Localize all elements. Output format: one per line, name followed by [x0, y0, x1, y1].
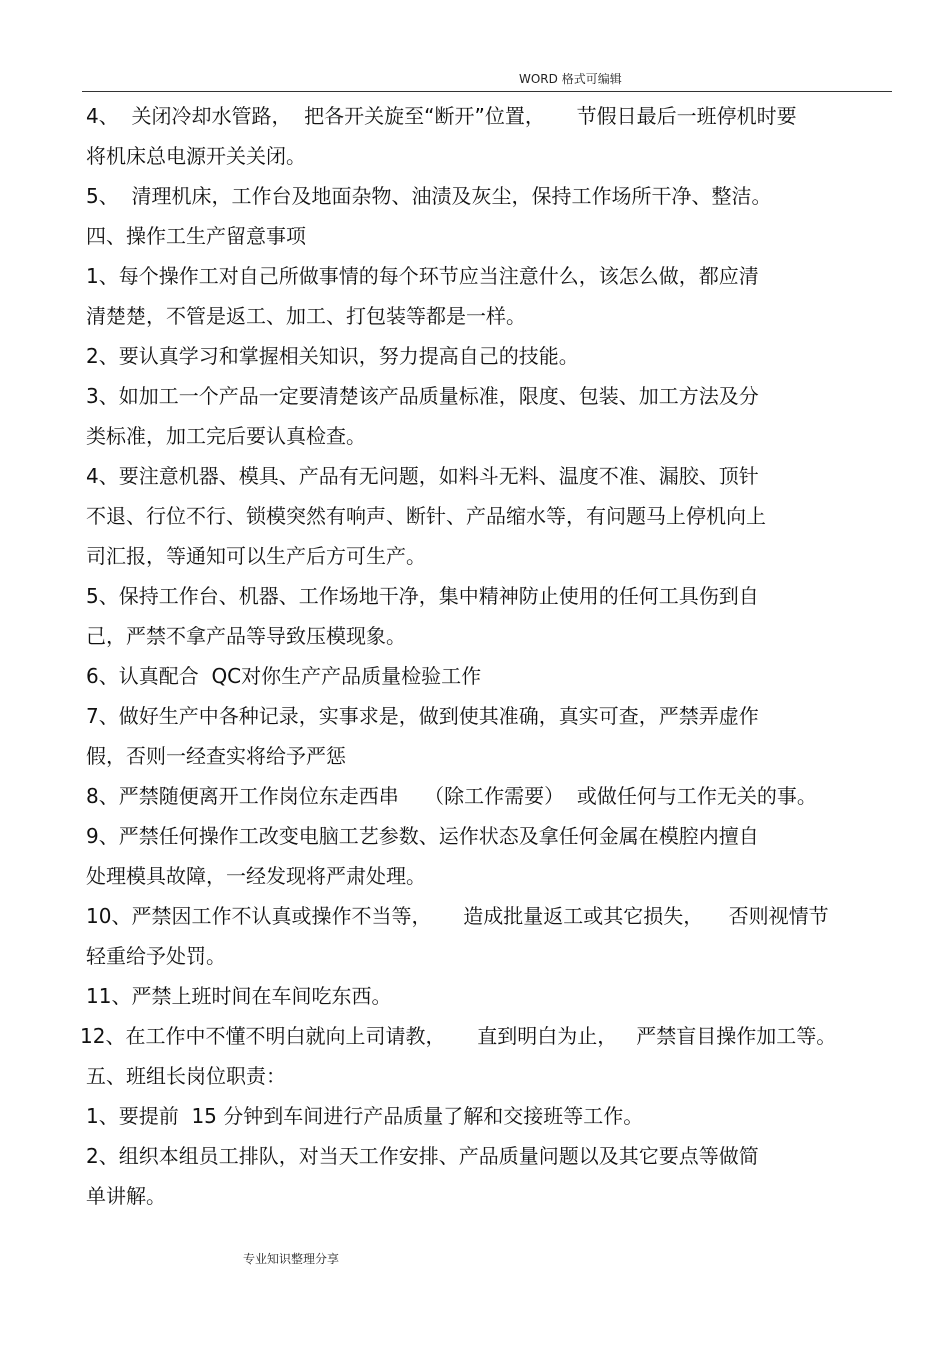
section-heading: 四、操作工生产留意事项: [86, 224, 306, 248]
section-heading: 五、班组长岗位职责：: [86, 1064, 286, 1088]
text-line: 轻重给予处罚。: [86, 944, 226, 968]
text-line: 5、保持工作台、机器、工作场地干净，集中精神防止使用的任何工具伤到自: [86, 584, 759, 608]
page-header-text: WORD 格式可编辑: [519, 72, 622, 86]
text-line: 己，严禁不拿产品等导致压模现象。: [86, 624, 406, 648]
text-line: 2、组织本组员工排队，对当天工作安排、产品质量问题以及其它要点等做简: [86, 1144, 759, 1168]
text-line: 7、做好生产中各种记录，实事求是，做到使其准确，真实可查，严禁弄虚作: [86, 704, 759, 728]
text-line: 3、如加工一个产品一定要清楚该产品质量标准，限度、包装、加工方法及分: [86, 384, 759, 408]
text-line: 6、认真配合 QC对你生产产品质量检验工作: [86, 664, 482, 688]
page-footer-text: 专业知识整理分享: [243, 1252, 340, 1266]
text-line: 清楚楚，不管是返工、加工、打包装等都是一样。: [86, 304, 526, 328]
text-line: 假，否则一经查实将给予严惩: [86, 744, 346, 768]
text-line: 处理模具故障，一经发现将严肃处理。: [86, 864, 426, 888]
text-line: 1、每个操作工对自己所做事情的每个环节应当注意什么，该怎么做，都应清: [86, 264, 759, 288]
text-line: 类标准，加工完后要认真检查。: [86, 424, 366, 448]
text-line: 10、严禁因工作不认真或操作不当等， 造成批量返工或其它损失， 否则视情节: [86, 904, 829, 928]
text-line: 9、严禁任何操作工改变电脑工艺参数、运作状态及拿任何金属在模腔内擅自: [86, 824, 759, 848]
text-line: 4、 关闭冷却水管路， 把各开关旋至“断开”位置， 节假日最后一班停机时要: [86, 104, 797, 128]
text-line: 8、严禁随便离开工作岗位东走西串 （除工作需要） 或做任何与工作无关的事。: [86, 784, 817, 808]
text-line: 5、 清理机床，工作台及地面杂物、油渍及灰尘，保持工作场所干净、整洁。: [86, 184, 772, 208]
text-line: 12、在工作中不懂不明白就向上司请教， 直到明白为止， 严禁盲目操作加工等。: [80, 1024, 837, 1048]
text-line: 4、要注意机器、模具、产品有无问题，如料斗无料、温度不准、漏胶、顶针: [86, 464, 759, 488]
text-line: 不退、行位不行、锁模突然有响声、断针、产品缩水等，有问题马上停机向上: [86, 504, 766, 528]
text-line: 司汇报，等通知可以生产后方可生产。: [86, 544, 426, 568]
text-line: 将机床总电源开关关闭。: [86, 144, 306, 168]
text-line: 1、要提前 15 分钟到车间进行产品质量了解和交接班等工作。: [86, 1104, 644, 1128]
text-line: 11、严禁上班时间在车间吃东西。: [86, 984, 392, 1008]
text-line: 单讲解。: [86, 1184, 166, 1208]
text-line: 2、要认真学习和掌握相关知识，努力提高自己的技能。: [86, 344, 579, 368]
